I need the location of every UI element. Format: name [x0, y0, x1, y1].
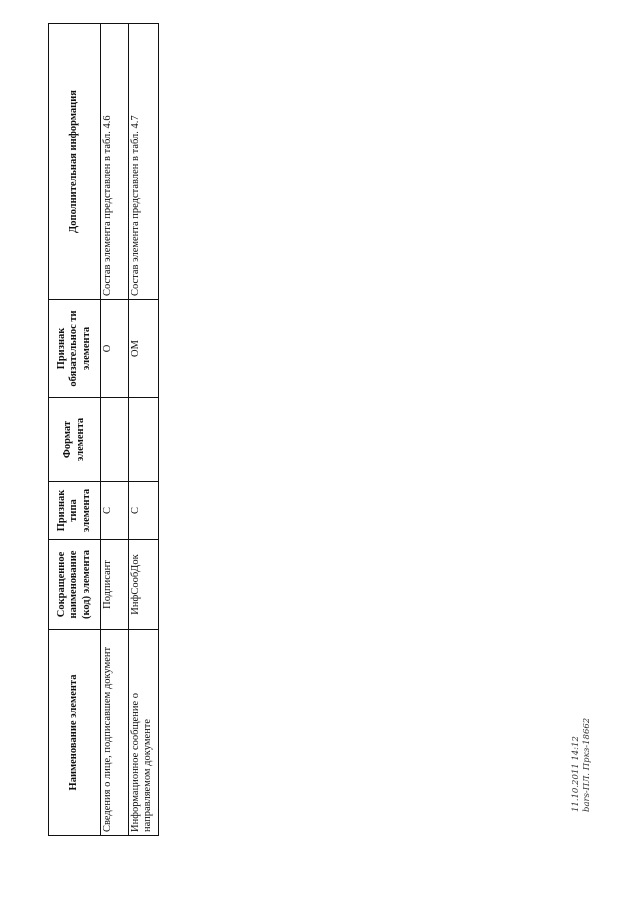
cell-name: Сведения о лице, подписавшем документ [101, 630, 129, 836]
rotated-table-container [48, 24, 158, 836]
header-element-required: Признак обязательнос ти элемента [49, 300, 101, 398]
table-row [129, 24, 159, 836]
header-element-type: Признак типа элемента [49, 482, 101, 540]
cell-info: Состав элемента представлен в табл. 4.7 [129, 24, 159, 300]
rotated-note [571, 712, 601, 812]
cell-format [129, 398, 159, 482]
cell-info: Состав элемента представлен в табл. 4.6 [101, 24, 129, 300]
document-table-region [48, 24, 158, 836]
cell-code: ИнфСообДок [129, 540, 159, 630]
cell-type: С [101, 482, 129, 540]
note-timestamp: 11.10.2011 14:12 [571, 736, 581, 812]
cell-name: Информационное сообщение о направляемом документе [129, 630, 159, 836]
cell-required: ОМ [129, 300, 159, 398]
cell-format [101, 398, 129, 482]
cell-type: С [129, 482, 159, 540]
header-element-code: Сокращенное наименование (код) элемента [49, 540, 101, 630]
header-additional-info: Дополнительная информация [49, 24, 101, 300]
header-element-name: Наименование элемента [49, 630, 101, 836]
header-element-format: Формат элемента [49, 398, 101, 482]
table-row [101, 24, 129, 836]
elements-table [48, 23, 159, 836]
margin-note [571, 712, 601, 812]
note-reference: bars-ПЛ. Пркз-18662 [582, 717, 592, 812]
table-header-row [49, 24, 101, 836]
cell-required: О [101, 300, 129, 398]
cell-code: Подписант [101, 540, 129, 630]
